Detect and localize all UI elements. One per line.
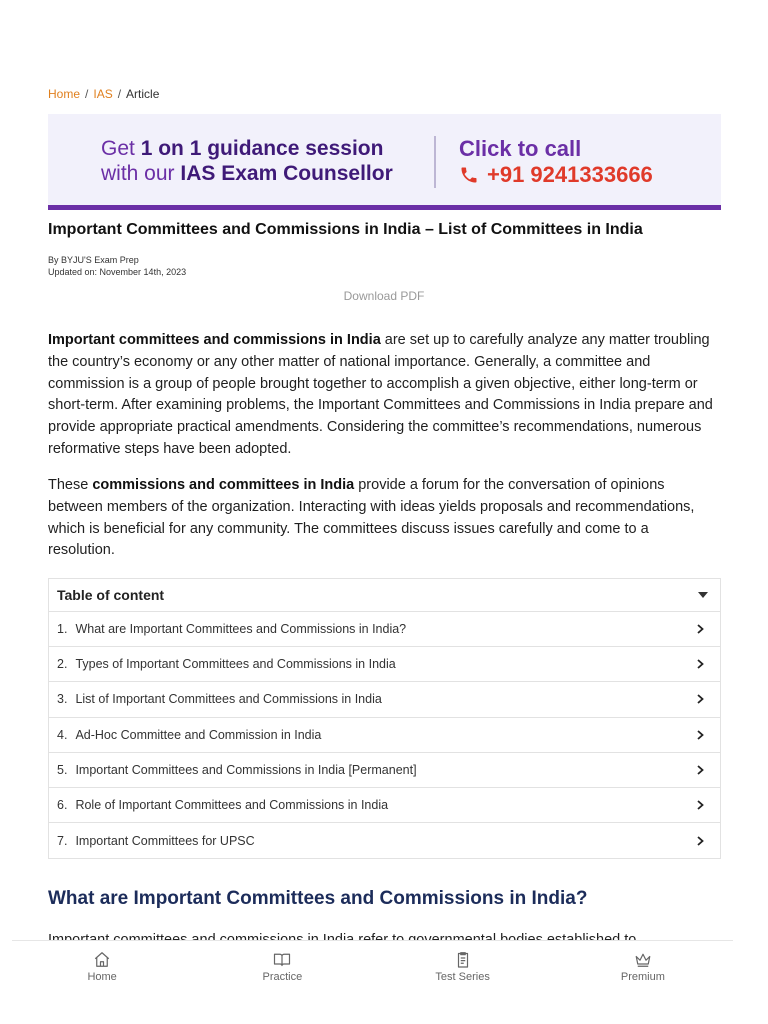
toc-item[interactable] bbox=[49, 823, 720, 858]
toc-item-label: List of Important Committees and Commissions in India bbox=[75, 692, 382, 707]
toc-item-text bbox=[57, 692, 382, 706]
toc-item[interactable] bbox=[49, 612, 720, 647]
toc-item-text bbox=[57, 834, 255, 848]
toc-item-number: 5. bbox=[57, 762, 68, 777]
forum-text: provide a forum for the conversation of opinions between members of the organization. Interacting with ideas yields proposals and recommendations, which is beneficial for any community. The committees discuss issues carefully and come to a resolution. bbox=[48, 477, 695, 559]
toc-item-label: Role of Important Committees and Commissions in India bbox=[75, 798, 389, 813]
toc-item-text bbox=[57, 657, 396, 671]
bottom-navigation-bar bbox=[12, 940, 733, 1024]
download-pdf-link[interactable]: Download PDF bbox=[343, 289, 425, 303]
nav-test-series[interactable] bbox=[403, 941, 523, 1024]
toc-item-number: 2. bbox=[57, 657, 68, 672]
chevron-right-icon bbox=[694, 835, 706, 847]
intro-text: are set up to carefully analyze any matter troubling the country’s economy or any other matter of national importance. Generally, a committee and commission is a group of people brought together to accomplish a given objective, either long-term or short-term. After examining problems, the Important Committees and Commissions in India prepare and provide appropriate practical amendments. Considering the committee’s recommendations, numerous reformative steps have been adopted. bbox=[48, 332, 713, 457]
article-author: By BYJU'S Exam Prep bbox=[48, 255, 139, 265]
toc-title: Table of content bbox=[57, 587, 165, 603]
chevron-right-icon bbox=[694, 623, 706, 635]
nav-premium-label: Premium bbox=[620, 971, 665, 983]
banner-phone-number: +91 9241333666 bbox=[487, 162, 653, 187]
toc-item-label: What are Important Committees and Commissions in India? bbox=[75, 622, 407, 637]
home-icon bbox=[93, 951, 111, 968]
breadcrumb-ias-link[interactable]: IAS bbox=[93, 87, 113, 101]
toc-item-text bbox=[57, 728, 321, 742]
toc-item-label: Important Committees and Commissions in India [Permanent] bbox=[75, 762, 417, 777]
breadcrumb bbox=[48, 87, 159, 101]
toc-header[interactable] bbox=[49, 579, 720, 612]
caret-down-icon[interactable] bbox=[698, 592, 708, 598]
nav-practice-label: Practice bbox=[262, 971, 303, 983]
crown-icon bbox=[634, 951, 652, 968]
toc-item-label: Important Committees for UPSC bbox=[75, 833, 255, 848]
article-updated-date: Updated on: November 14th, 2023 bbox=[48, 267, 187, 277]
banner-line1-bold: 1 on 1 guidance session bbox=[140, 137, 384, 160]
breadcrumb-separator: / bbox=[85, 87, 89, 101]
banner-line1-prefix: Get bbox=[101, 137, 141, 160]
breadcrumb-current: Article bbox=[126, 87, 160, 101]
chevron-right-icon bbox=[694, 693, 706, 705]
toc-item-number: 1. bbox=[57, 622, 68, 637]
banner-phone-link[interactable] bbox=[459, 161, 653, 188]
article-meta bbox=[48, 254, 186, 278]
toc-item[interactable] bbox=[49, 682, 720, 717]
forum-prefix: These bbox=[48, 477, 93, 493]
book-icon bbox=[273, 951, 291, 968]
nav-practice[interactable] bbox=[222, 941, 342, 1024]
forum-paragraph bbox=[48, 475, 718, 562]
toc-item-text bbox=[57, 763, 417, 777]
nav-premium[interactable] bbox=[583, 941, 703, 1024]
clipboard-icon bbox=[454, 951, 472, 968]
toc-item-number: 3. bbox=[57, 692, 68, 707]
counsellor-call-banner[interactable] bbox=[48, 114, 721, 210]
banner-line2-prefix: with our bbox=[101, 162, 181, 185]
toc-item[interactable] bbox=[49, 788, 720, 823]
banner-divider bbox=[434, 136, 436, 188]
toc-item-number: 4. bbox=[57, 727, 68, 742]
toc-item[interactable] bbox=[49, 647, 720, 682]
table-of-content bbox=[48, 578, 721, 859]
toc-item-text bbox=[57, 622, 406, 636]
breadcrumb-home-link[interactable]: Home bbox=[48, 87, 81, 101]
intro-paragraph bbox=[48, 330, 718, 461]
chevron-right-icon bbox=[694, 729, 706, 741]
chevron-right-icon bbox=[694, 799, 706, 811]
toc-item-label: Types of Important Committees and Commissions in India bbox=[75, 657, 396, 672]
toc-item-label: Ad-Hoc Committee and Commission in India bbox=[75, 727, 322, 742]
nav-home[interactable] bbox=[42, 941, 162, 1024]
nav-test-series-label: Test Series bbox=[435, 971, 490, 983]
toc-item[interactable] bbox=[49, 718, 720, 753]
banner-call-label: Click to call bbox=[459, 136, 582, 161]
toc-item-number: 6. bbox=[57, 798, 68, 813]
toc-item-number: 7. bbox=[57, 833, 68, 848]
intro-bold-phrase: Important committees and commissions in India bbox=[48, 332, 381, 348]
phone-icon bbox=[459, 165, 479, 185]
article-title: Important Committees and Commissions in India – List of Committees in India bbox=[48, 221, 643, 238]
banner-guidance-text bbox=[101, 136, 393, 186]
breadcrumb-separator: / bbox=[117, 87, 122, 101]
chevron-right-icon bbox=[694, 658, 706, 670]
section-heading: What are Important Committees and Commissions in India? bbox=[48, 888, 588, 909]
toc-item[interactable] bbox=[49, 753, 720, 788]
forum-bold-phrase: commissions and committees in India bbox=[92, 477, 355, 493]
chevron-right-icon bbox=[694, 764, 706, 776]
banner-line2-bold: IAS Exam Counsellor bbox=[180, 162, 393, 185]
nav-home-label: Home bbox=[87, 971, 117, 983]
banner-call-section[interactable] bbox=[459, 136, 653, 188]
toc-item-text bbox=[57, 798, 388, 812]
